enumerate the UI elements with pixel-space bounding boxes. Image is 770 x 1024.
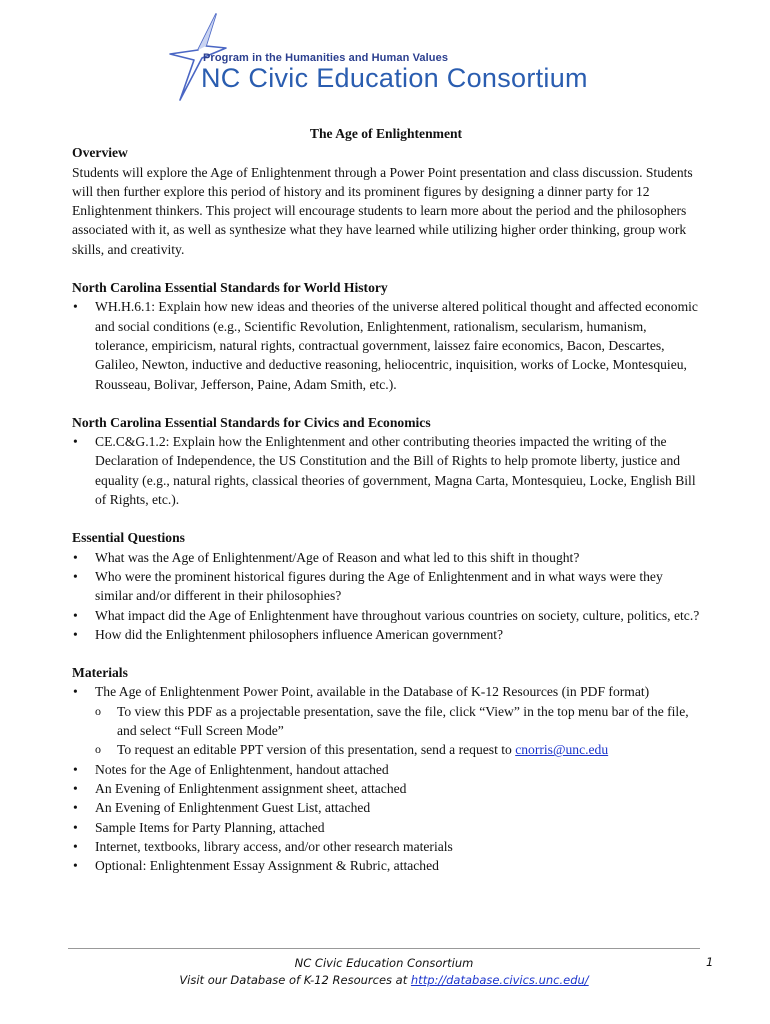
questions-list bbox=[72, 548, 700, 644]
sub-list-item bbox=[72, 740, 700, 759]
page-header bbox=[0, 0, 770, 110]
list-item: • Optional: Enlightenment Essay Assignment & Rubric, attached bbox=[72, 856, 700, 875]
list-item: • How did the Enlightenment philosophers influence American government? bbox=[72, 625, 700, 644]
page-footer bbox=[68, 955, 700, 989]
footer-visit-text: Visit our Database of K-12 Resources at bbox=[179, 973, 411, 987]
civics-list bbox=[72, 432, 700, 509]
footer-visit bbox=[68, 972, 700, 989]
request-text: To request an editable PPT version of this presentation, send a request to bbox=[117, 742, 516, 758]
list-item: • What was the Age of Enlightenment/Age of Reason and what led to this shift in thought? bbox=[72, 548, 700, 567]
overview-heading: Overview bbox=[72, 145, 128, 161]
list-item: • Who were the prominent historical figures during the Age of Enlightenment and in what ways were they similar and/or different in their philosophies? bbox=[72, 567, 700, 606]
list-item: • Notes for the Age of Enlightenment, handout attached bbox=[72, 760, 700, 779]
brand-title: NC Civic Education Consortium bbox=[201, 63, 588, 93]
materials-heading: Materials bbox=[72, 665, 128, 681]
page-number: 1 bbox=[706, 955, 714, 969]
materials-list bbox=[72, 682, 700, 875]
document-body bbox=[72, 120, 700, 875]
program-subtitle: Program in the Humanities and Human Values bbox=[203, 52, 449, 64]
sub-list-item: o To view this PDF as a projectable presentation, save the file, click “View” in the top menu bar of the file, and select “Full Screen Mode” bbox=[72, 702, 700, 741]
world-history-heading: North Carolina Essential Standards for World History bbox=[72, 280, 388, 296]
list-item: • CE.C&G.1.2: Explain how the Enlightenment and other contributing theories impacted the writing of the Declaration of Independence, the US Constitution and the Bill of Rights to help promote liberty, justice and equality (e.g., natural rights, classical theories of government, Magna Carta, Montesquieu, Locke, English Bill of Rights, etc.). bbox=[72, 432, 700, 509]
questions-heading: Essential Questions bbox=[72, 530, 185, 546]
list-item: • An Evening of Enlightenment assignment sheet, attached bbox=[72, 779, 700, 798]
list-item: • What impact did the Age of Enlightenment have throughout various countries on society, culture, politics, etc.? bbox=[72, 606, 700, 625]
footer-divider bbox=[68, 948, 700, 949]
world-history-list bbox=[72, 297, 700, 393]
list-item: • WH.H.6.1: Explain how new ideas and theories of the universe altered political thought and affected economic and social conditions (e.g., Scientific Revolution, Enlightenment, rationalism, secularism, humanism, tolerance, empiricism, natural rights, contractual government, laissez faire economics, Bacon, Descartes, Galileo, Newton, inductive and deductive reasoning, heliocentric, inquisition, works of Locke, Montesquieu, Rousseau, Bolivar, Jefferson, Paine, Adam Smith, etc.). bbox=[72, 297, 700, 393]
list-item: • Sample Items for Party Planning, attached bbox=[72, 818, 700, 837]
list-item: • Internet, textbooks, library access, and/or other research materials bbox=[72, 837, 700, 856]
list-item: • An Evening of Enlightenment Guest List, attached bbox=[72, 798, 700, 817]
civics-heading: North Carolina Essential Standards for Civics and Economics bbox=[72, 414, 431, 430]
overview-text: Students will explore the Age of Enlightenment through a Power Point presentation and class discussion. Students will then further explore this period of history and its prominent figures by designing a dinner party for 12 Enlightenment thinkers. This project will encourage students to learn more about the period and the philosophers associated with it, as well as synthesize what they have learned while utilizing higher order thinking, group work skills, and creativity. bbox=[72, 164, 693, 257]
document-title: The Age of Enlightenment bbox=[309, 126, 463, 141]
email-link[interactable]: cnorris@unc.edu bbox=[515, 742, 609, 758]
footer-org: NC Civic Education Consortium bbox=[294, 956, 474, 970]
database-link[interactable]: http://database.civics.unc.edu/ bbox=[410, 973, 589, 987]
list-item: • The Age of Enlightenment Power Point, available in the Database of K-12 Resources (in PDF format) bbox=[72, 682, 700, 701]
